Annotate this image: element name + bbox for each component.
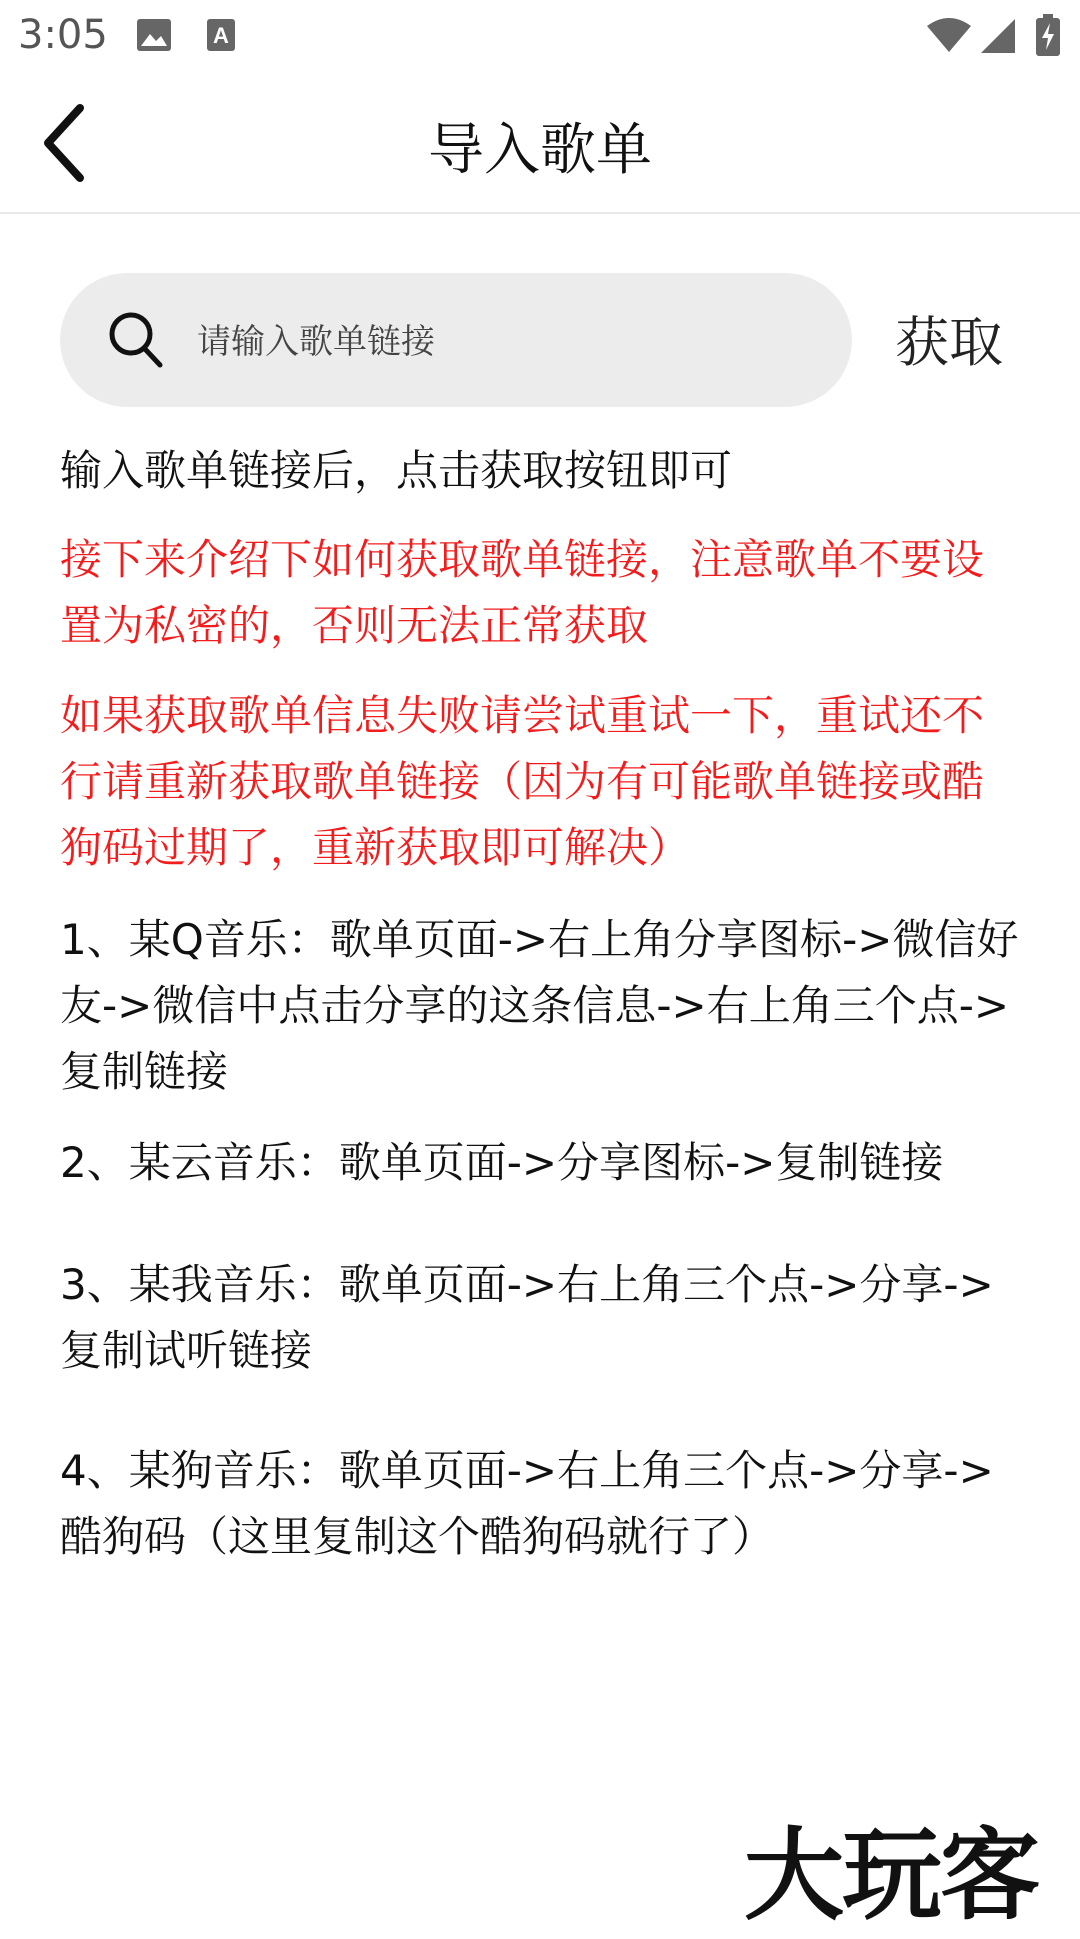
- hint-text: 输入歌单链接后，点击获取按钮即可: [60, 446, 733, 495]
- status-time: 3:05: [18, 12, 108, 58]
- warning-text-2: 如果获取歌单信息失败请尝试重试一下，重试还不行请重新获取歌单链接（因为有可能歌单链接或酷狗码过期了，重新获取即可解决）: [60, 691, 985, 872]
- nav-bar: [0, 72, 1080, 214]
- status-bar: [0, 0, 1080, 72]
- font-icon: [206, 18, 236, 56]
- search-icon: [106, 309, 166, 375]
- playlist-link-input[interactable]: [195, 311, 799, 373]
- step-4-text: 4、某狗音乐：歌单页面->右上角三个点->分享->酷狗码（这里复制这个酷狗码就行了）: [60, 1446, 994, 1561]
- step-1-text: 1、某Q音乐：歌单页面->右上角分享图标->微信好友->微信中点击分享的这条信息->右上角三个点->复制链接: [60, 915, 1019, 1096]
- battery-charging-icon: [1036, 14, 1060, 60]
- step-3-text: 3、某我音乐：歌单页面->右上角三个点->分享->复制试听链接: [60, 1260, 994, 1375]
- step-2-text: 2、某云音乐：歌单页面->分享图标->复制链接: [60, 1138, 944, 1187]
- page-title: 导入歌单: [428, 118, 652, 183]
- image-icon: [136, 18, 172, 56]
- fetch-button[interactable]: 获取: [895, 311, 1003, 374]
- warning-text-1: 接下来介绍下如何获取歌单链接，注意歌单不要设置为私密的，否则无法正常获取: [60, 535, 985, 650]
- svg-text:A: A: [213, 23, 229, 48]
- watermark-logo: 大玩客: [744, 1816, 1038, 1934]
- signal-icon: [980, 18, 1016, 58]
- wifi-icon: [926, 18, 972, 58]
- search-box[interactable]: [60, 273, 852, 407]
